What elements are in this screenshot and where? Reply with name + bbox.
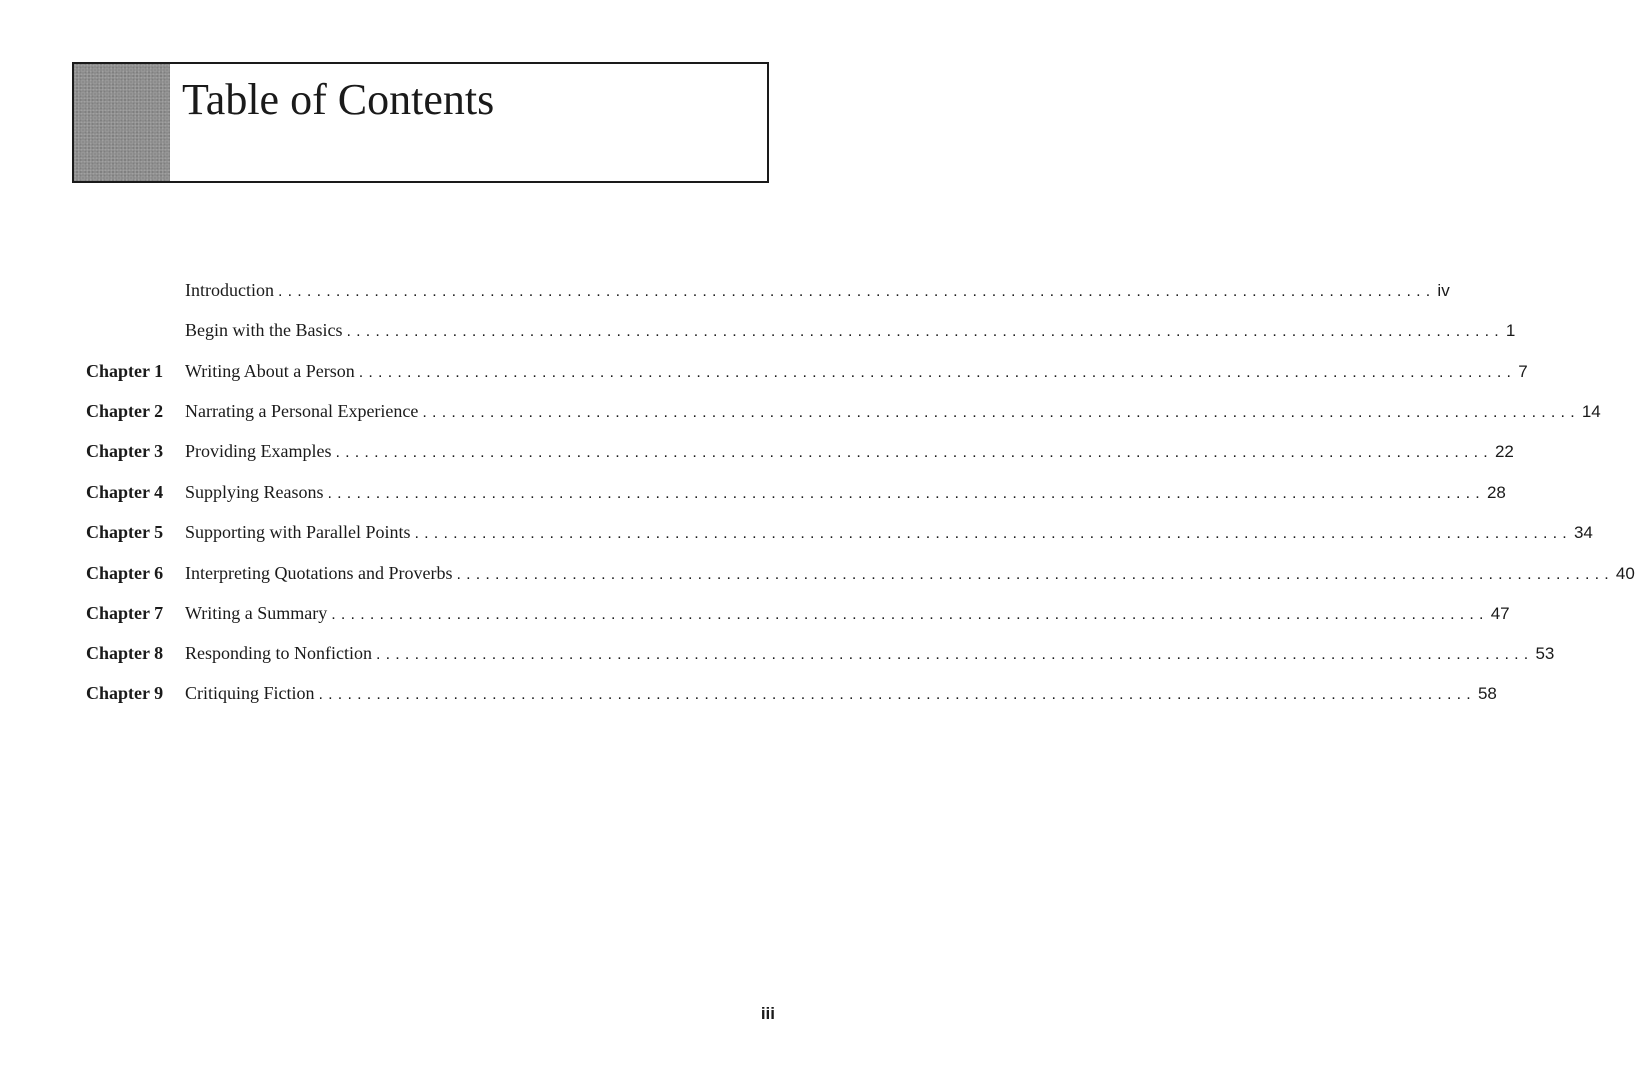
toc-entry-title: Supporting with Parallel Points <box>185 522 411 542</box>
toc-entry-line <box>185 512 1593 552</box>
toc-page-number: 34 <box>1573 523 1593 542</box>
toc-leader-dots: ........................................................................................................................ <box>331 606 1489 623</box>
page-number: iii <box>760 1004 775 1023</box>
toc-leader-dots: ........................................................................................................................ <box>335 444 1493 461</box>
toc-chapter-label: Chapter 6 <box>86 563 164 583</box>
toc-entry-line <box>185 593 1510 633</box>
toc-entry-title: Narrating a Personal Experience <box>185 401 419 421</box>
toc-entry-title: Begin with the Basics <box>185 320 343 340</box>
toc-leader-dots: ........................................................................................................................ <box>376 646 1534 663</box>
toc-entry-title: Interpreting Quotations and Proverbs <box>185 563 453 583</box>
toc-entry-chapter-3[interactable] <box>0 431 1514 471</box>
toc-leader-dots: ........................................................................................................................ <box>346 323 1504 340</box>
toc-chapter-label: Chapter 4 <box>86 482 164 502</box>
toc-chapter-label: Chapter 9 <box>86 683 164 703</box>
toc-page-number: iv <box>1437 281 1450 300</box>
toc-chapter-label: Chapter 7 <box>86 603 164 623</box>
toc-page-number: 53 <box>1535 644 1555 663</box>
toc-page-number: 14 <box>1581 402 1601 421</box>
toc-entry-line <box>185 310 1516 350</box>
toc-leader-dots: ........................................................................................................................ <box>277 283 1436 300</box>
toc-entry-chapter-2[interactable] <box>0 391 1601 431</box>
toc-entry-title: Critiquing Fiction <box>185 683 315 703</box>
page-title: Table of Contents <box>182 75 495 124</box>
toc-leader-dots: ........................................................................................................................ <box>318 686 1476 703</box>
toc-entry-line <box>185 472 1506 512</box>
toc-entry-title: Responding to Nonfiction <box>185 643 372 663</box>
toc-leader-dots: ........................................................................................................................ <box>358 364 1517 381</box>
toc-leader-dots: ........................................................................................................................ <box>327 485 1485 502</box>
toc-chapter-label: Chapter 5 <box>86 522 164 542</box>
toc-entry-line <box>185 270 1450 310</box>
toc-page-number: 1 <box>1505 321 1516 340</box>
toc-entry-title: Introduction <box>185 280 274 300</box>
toc-page-number: 28 <box>1486 483 1506 502</box>
toc-entry-line <box>185 391 1601 431</box>
toc-page-number: 40 <box>1615 564 1635 583</box>
title-box <box>72 62 769 183</box>
toc-leader-dots: ........................................................................................................................ <box>414 525 1572 542</box>
toc-entry-introduction[interactable] <box>0 270 1450 310</box>
toc-chapter-label: Chapter 3 <box>86 441 164 461</box>
toc-leader-dots: ........................................................................................................................ <box>456 566 1614 583</box>
toc-entry-chapter-7[interactable] <box>0 593 1510 633</box>
toc-chapter-label: Chapter 1 <box>86 361 164 381</box>
toc-entry-chapter-6[interactable] <box>0 553 1635 593</box>
toc-entry-line <box>185 431 1514 471</box>
toc-entry-line <box>185 553 1635 593</box>
toc-page-number: 47 <box>1490 604 1510 623</box>
toc-chapter-label: Chapter 2 <box>86 401 164 421</box>
toc-entry-title: Writing About a Person <box>185 361 355 381</box>
toc-page-number: 22 <box>1494 442 1514 461</box>
toc-entry-chapter-1[interactable] <box>0 351 1528 391</box>
toc-entry-line <box>185 673 1497 713</box>
toc-entry-line <box>185 351 1528 391</box>
toc-entry-line <box>185 633 1555 673</box>
toc-entry-basics[interactable] <box>0 310 1516 350</box>
toc-page-number: 7 <box>1518 362 1528 381</box>
toc-page-number: 58 <box>1477 684 1497 703</box>
toc-entry-title: Providing Examples <box>185 441 332 461</box>
toc-entry-chapter-5[interactable] <box>0 512 1593 552</box>
toc-leader-dots: ........................................................................................................................ <box>422 404 1580 421</box>
toc-chapter-label: Chapter 8 <box>86 643 164 663</box>
title-shade-block <box>74 64 170 181</box>
toc-entry-chapter-8[interactable] <box>0 633 1555 673</box>
toc-entry-title: Supplying Reasons <box>185 482 324 502</box>
toc-entry-chapter-4[interactable] <box>0 472 1506 512</box>
toc-entry-chapter-9[interactable] <box>0 673 1497 713</box>
toc-entry-title: Writing a Summary <box>185 603 328 623</box>
